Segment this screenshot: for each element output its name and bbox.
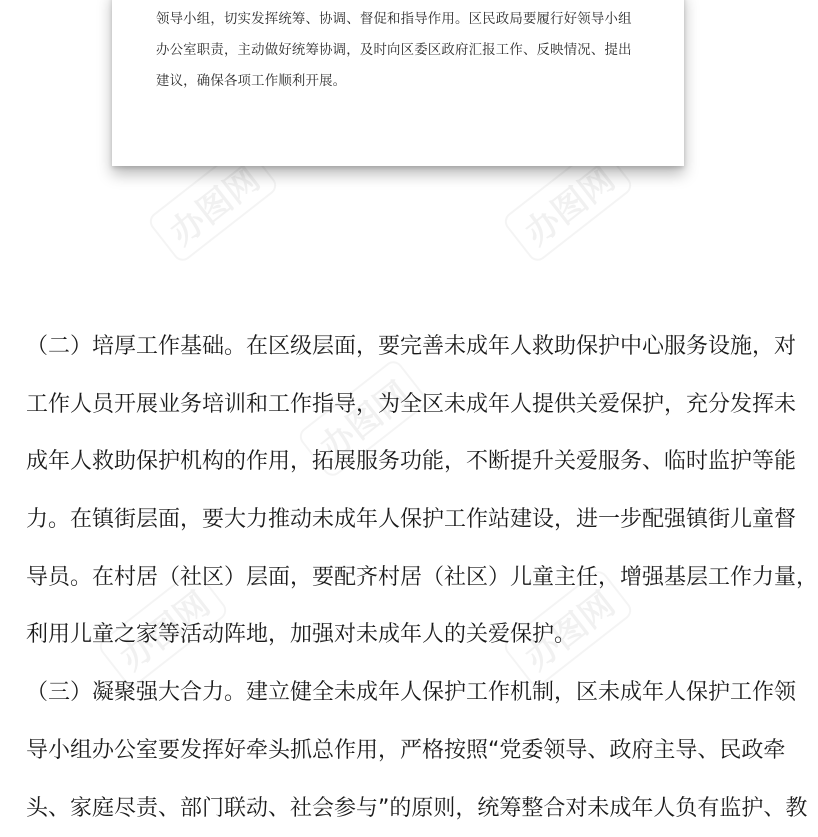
body-text-line: 成年人救助保护机构的作用，拓展服务功能，不断提升关爱服务、临时监护等能 xyxy=(0,433,800,491)
watermark: 办图网 xyxy=(296,357,430,479)
watermark: 办图网 xyxy=(146,142,280,264)
body-text-line: 利用儿童之家等活动阵地，加强对未成年人的关爱保护。 xyxy=(0,606,800,664)
body-text-line: 导员。在村居（社区）层面，要配齐村居（社区）儿童主任，增强基层工作力量， xyxy=(0,549,800,607)
watermark: 办图网 xyxy=(501,142,635,264)
preview-card xyxy=(112,0,684,166)
body-text-line: 导小组办公室要发挥好牵头抓总作用，严格按照“党委领导、政府主导、民政牵 xyxy=(0,722,800,780)
card-text-line: 建议，确保各项工作顺利开展。 xyxy=(156,66,662,97)
watermark: 办图网 xyxy=(96,567,230,689)
body-text-line: （二）培厚工作基础。在区级层面，要完善未成年人救助保护中心服务设施，对 xyxy=(0,318,800,376)
document-body xyxy=(0,318,800,837)
card-text-line: 领导小组，切实发挥统筹、协调、督促和指导作用。区民政局要履行好领导小组 xyxy=(156,4,662,35)
body-text-line: 头、家庭尽责、部门联动、社会参与”的原则，统筹整合对未成年人负有监护、教 xyxy=(0,780,800,837)
body-text-line: 力。在镇街层面，要大力推动未成年人保护工作站建设，进一步配强镇街儿童督 xyxy=(0,491,800,549)
card-text-line: 办公室职责，主动做好统筹协调，及时向区委区政府汇报工作、反映情况、提出 xyxy=(156,35,662,66)
body-text-line: 工作人员开展业务培训和工作指导，为全区未成年人提供关爱保护，充分发挥未 xyxy=(0,376,800,434)
watermark: 办图网 xyxy=(501,567,635,689)
body-text-line: （三）凝聚强大合力。建立健全未成年人保护工作机制，区未成年人保护工作领 xyxy=(0,664,800,722)
